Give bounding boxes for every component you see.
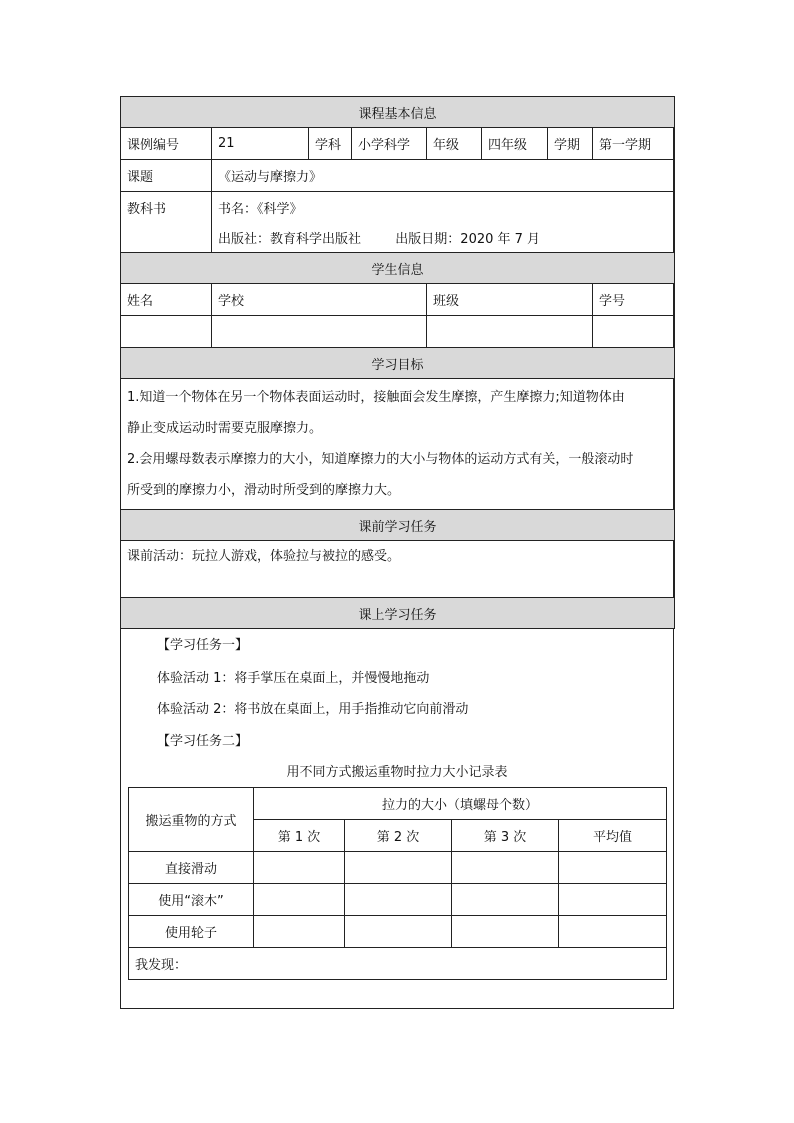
- force-header: 拉力的大小（填螺母个数）: [254, 788, 667, 820]
- task-1-title: 【学习任务一】: [157, 638, 249, 653]
- publisher: 出版社：教育科学出版社: [218, 231, 362, 247]
- input-cell[interactable]: [254, 884, 345, 916]
- student-id-label: 学号: [593, 284, 675, 316]
- pre-class-activity: 课前活动：玩拉人游戏，体验拉与被拉的感受。: [121, 541, 675, 598]
- student-id-field[interactable]: [593, 316, 675, 348]
- in-class-header: 课上学习任务: [121, 598, 675, 629]
- subject-value: 小学科学: [352, 128, 427, 160]
- pre-class-header: 课前学习任务: [121, 510, 675, 541]
- objectives-body: [121, 379, 675, 510]
- table-row: [129, 916, 667, 948]
- lesson-worksheet: [120, 96, 674, 1009]
- input-cell[interactable]: [254, 852, 345, 884]
- term-label: 学期: [548, 128, 593, 160]
- input-cell[interactable]: [559, 916, 667, 948]
- force-record-table: [128, 787, 667, 980]
- lesson-no-label: 课例编号: [121, 128, 212, 160]
- record-table-title: 用不同方式搬运重物时拉力大小记录表: [286, 765, 508, 780]
- table-row: [129, 852, 667, 884]
- grade-value: 四年级: [482, 128, 548, 160]
- table-row: [129, 884, 667, 916]
- input-cell[interactable]: [452, 884, 559, 916]
- name-field[interactable]: [121, 316, 212, 348]
- input-cell[interactable]: [254, 916, 345, 948]
- method-wheels: 使用轮子: [129, 916, 254, 948]
- lesson-no-value: 21: [212, 128, 309, 160]
- input-cell[interactable]: [559, 852, 667, 884]
- objective-1-line-2: 静止变成运动时需要克服摩擦力。: [127, 421, 323, 436]
- name-label: 姓名: [121, 284, 212, 316]
- basic-info-header: 课程基本信息: [121, 97, 675, 128]
- method-header: 搬运重物的方式: [129, 788, 254, 852]
- worksheet-table: [120, 96, 675, 629]
- input-cell[interactable]: [345, 916, 452, 948]
- input-cell[interactable]: [559, 884, 667, 916]
- input-cell[interactable]: [452, 852, 559, 884]
- term-value: 第一学期: [593, 128, 675, 160]
- activity-1: 体验活动 1：将手掌压在桌面上，并慢慢地拖动: [157, 671, 430, 686]
- trial-1-header: 第 1 次: [254, 820, 345, 852]
- finding-field[interactable]: 我发现：: [129, 948, 667, 980]
- input-cell[interactable]: [345, 852, 452, 884]
- objective-2-line-1: 2.会用螺母数表示摩擦力的大小，知道摩擦力的大小与物体的运动方式有关，一般滚动时: [127, 452, 634, 467]
- trial-2-header: 第 2 次: [345, 820, 452, 852]
- objective-1-line-1: 1.知道一个物体在另一个物体表面运动时，接触面会发生摩擦，产生摩擦力;知道物体由: [127, 390, 625, 405]
- objectives-header: 学习目标: [121, 348, 675, 379]
- activity-2: 体验活动 2：将书放在桌面上，用手指推动它向前滑动: [157, 702, 469, 717]
- input-cell[interactable]: [452, 916, 559, 948]
- method-rollers: 使用“滚木”: [129, 884, 254, 916]
- class-field[interactable]: [427, 316, 593, 348]
- method-direct-slide: 直接滑动: [129, 852, 254, 884]
- average-header: 平均值: [559, 820, 667, 852]
- textbook-label: 教科书: [121, 192, 212, 253]
- input-cell[interactable]: [345, 884, 452, 916]
- objective-2-line-2: 所受到的摩擦力小，滑动时所受到的摩擦力大。: [127, 483, 401, 498]
- publisher-line: [212, 222, 675, 253]
- trial-3-header: 第 3 次: [452, 820, 559, 852]
- student-info-header: 学生信息: [121, 253, 675, 284]
- class-label: 班级: [427, 284, 593, 316]
- book-name: 书名：《科学》: [212, 192, 675, 223]
- grade-label: 年级: [427, 128, 482, 160]
- publish-date: 出版日期：2020 年 7 月: [395, 231, 541, 247]
- topic-value: 《运动与摩擦力》: [212, 160, 675, 192]
- subject-label: 学科: [309, 128, 352, 160]
- school-label: 学校: [212, 284, 427, 316]
- topic-label: 课题: [121, 160, 212, 192]
- task-2-title: 【学习任务二】: [157, 734, 249, 749]
- school-field[interactable]: [212, 316, 427, 348]
